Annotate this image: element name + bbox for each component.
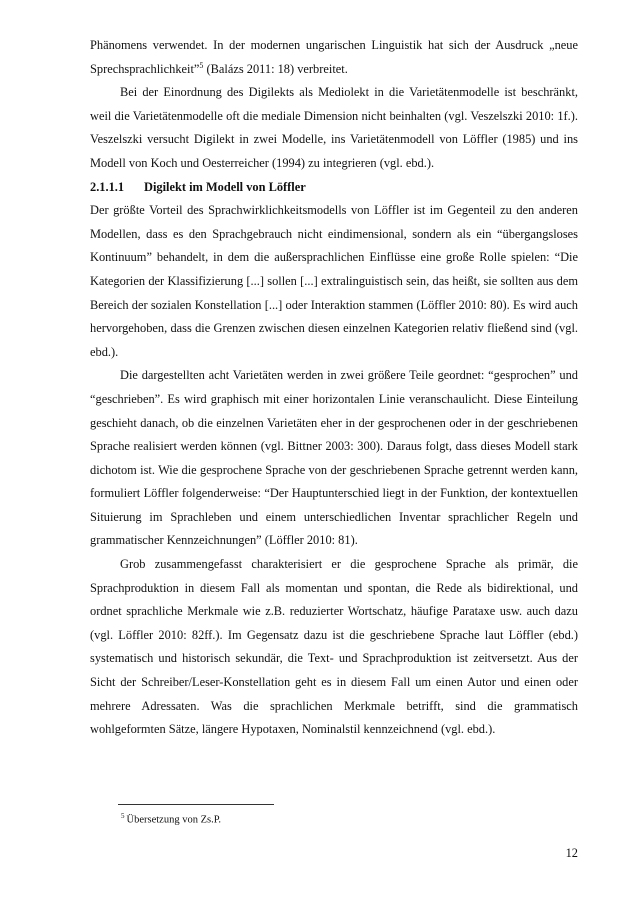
section-title: Digilekt im Modell von Löffler xyxy=(144,179,306,194)
paragraph-1 xyxy=(90,34,578,81)
footnote xyxy=(121,812,221,826)
paragraph-4: Die dargestellten acht Varietäten werden in zwei größere Teile geordnet: “gesprochen” und “geschrieben”. Es wird graphisch mit einer horizontalen Linie veranschaulicht. Diese Einteilung geschieht danach, ob die einzelnen Varietäten eher in der gesprochenen oder in der geschriebenen Sprache realisiert werden können (vgl. Bittner 2003: 300). Daraus folgt, dass dieses Modell stark dichotom ist. Wie die gesprochene Sprache von der geschriebenen Sprache getrennt werden kann, formuliert Löffler folgenderweise: “Der Hauptunterschied liegt in der Funktion, der kontextuellen Situierung im Sprachleben und einem unterschiedlichen Inventar sprachlicher Regeln und grammatischer Kennzeichnungen” (Löffler 2010: 81). xyxy=(90,368,578,548)
footnote-separator xyxy=(118,804,274,805)
paragraph-2: Bei der Einordnung des Digilekts als Mediolekt in die Varietätenmodelle ist beschränkt, weil die Varietätenmodelle oft die mediale Dimension nicht beinhalten (vgl. Veszelszki 2010: 1f.). Veszelszki versucht Digilekt in zwei Modelle, ins Varietätenmodell von Löffler (1985) und ins Modell von Koch und Oesterreicher (1994) zu integrieren (vgl. ebd.). xyxy=(90,85,578,170)
page-body xyxy=(90,34,578,742)
paragraph-1-text-b: (Balázs 2011: 18) verbreitet. xyxy=(203,61,348,76)
footnote-text: Übersetzung von Zs.P. xyxy=(126,814,221,826)
paragraph-3: Der größte Vorteil des Sprachwirklichkeitsmodells von Löffler ist im Gegenteil zu den anderen Modellen, dass es den Sprachgebrauch nicht eindimensional, sondern als ein “übergangsloses Kontinuum” behandelt, in dem die außersprachlichen Einflüsse eine große Rolle spielen: “Die Kategorien der Klassifizierung [...] sollen [...] extralinguistisch sein, das heißt, sie sollten aus dem Bereich der sozialen Konstellation [...] oder Interaktion stammen (Löffler 2010: 80). Es wird auch hervorgehoben, dass die Grenzen zwischen diesen einzelnen Kategorien relativ fließend sind (vgl. ebd.). xyxy=(90,203,578,359)
page-number: 12 xyxy=(565,846,578,860)
footnote-number: 5 xyxy=(121,812,125,820)
section-number: 2.1.1.1 xyxy=(90,179,125,194)
footnote-reference[interactable]: 5 xyxy=(199,60,204,70)
paragraph-5: Grob zusammengefasst charakterisiert er die gesprochene Sprache als primär, die Sprachproduktion in diesem Fall als momentan und spontan, die Rede als bidirektional, und ordnet sprachliche Merkmale wie z.B. reduzierter Wortschatz, häufige Parataxe usw. auch dazu (vgl. Löffler 2010: 82ff.). Im Gegensatz dazu ist die geschriebene Sprache laut Löffler (ebd.) systematisch und historisch sekundär, die Text- und Sprachproduktion ist zeitversetzt. Aus der Sicht der Schreiber/Leser-Konstellation geht es in diesem Fall um einen Autor und einen oder mehrere Adressaten. Was die sprachlichen Merkmale betrifft, sind die grammatisch wohlgeformten Sätze, längere Hypotaxen, Nominalstil kennzeichnend (vgl. ebd.). xyxy=(90,557,578,737)
paragraph-1-text-a: Phänomens verwendet. In der modernen ungarischen Linguistik hat sich der Ausdruck „neue Sprechsprachlichkeit” xyxy=(90,38,578,76)
section-heading xyxy=(90,176,578,200)
